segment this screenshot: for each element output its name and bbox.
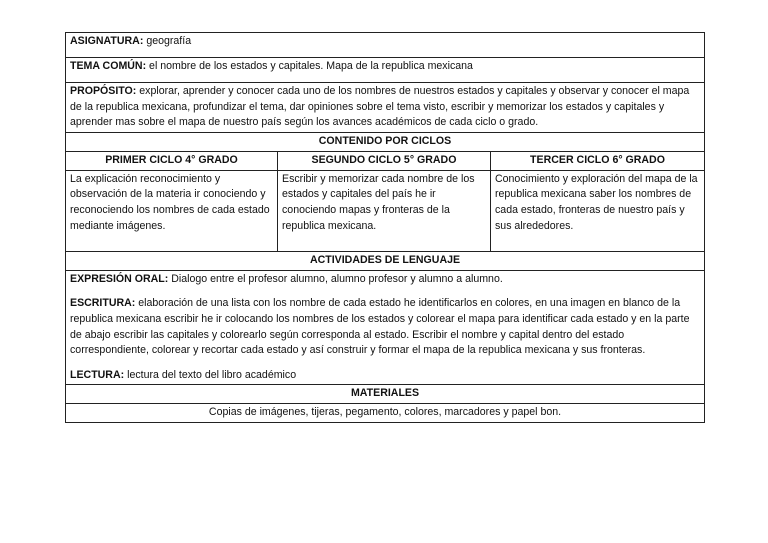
actividades-cell <box>66 270 705 385</box>
ciclos-content-row <box>66 170 705 251</box>
lectura-paragraph <box>70 368 700 384</box>
tema-label: TEMA COMÚN: <box>70 60 147 72</box>
proposito-value: explorar, aprender y conocer cada uno de los nombres de nuestros estados y capitales y observar y conocer el mapa de la republica mexicana, profundizar el tema, dar opiniones sobre el tema visto, escribir y memorizar los estados y capitales y aprender mas sobre el mapa de nuestro país según los avances académicos de cada ciclo o grado. <box>70 85 690 129</box>
actividades-row <box>66 270 705 385</box>
ciclo-1-text: La explicación reconocimiento y observación de la materia ir conociendo y reconociendo los nombres de cada estado mediante imágenes. <box>66 170 278 251</box>
proposito-row <box>66 83 705 133</box>
expresion-oral-label: EXPRESIÓN ORAL: <box>70 272 169 285</box>
ciclo-3-header: TERCER CICLO 6° GRADO <box>491 151 705 170</box>
ciclo-2-header: SEGUNDO CICLO 5° GRADO <box>278 151 491 170</box>
lesson-plan-table <box>65 32 705 423</box>
actividades-title-row <box>66 251 705 270</box>
escritura-value: elaboración de una lista con los nombre de cada estado he identificarlos en colores, en una imagen en blanco de la republica mexicana escribir he ir colocando los nombres de los estados y colorear el mapa para identificar cada estado y en la parte de abajo escribir las capitales y colorearlo según corresponda al estado. Escribir el nombre y capital dentro del estado correspondiente, colorear y recortar cada estado y así construir y formar el mapa de la republica mexicana y sus fronteras. <box>70 297 690 357</box>
proposito-cell <box>66 83 705 133</box>
contenido-title-row <box>66 132 705 151</box>
lectura-value: lectura del texto del libro académico <box>124 368 297 381</box>
ciclo-3-text: Conocimiento y exploración del mapa de la republica mexicana saber los nombres de cada estado, fronteras de nuestro país y sus alrededores. <box>491 170 705 251</box>
contenido-title: CONTENIDO POR CICLOS <box>66 132 705 151</box>
tema-cell <box>66 58 705 83</box>
tema-value: el nombre de los estados y capitales. Mapa de la republica mexicana <box>146 60 473 72</box>
expresion-oral-paragraph <box>70 272 700 288</box>
tema-row <box>66 58 705 83</box>
asignatura-cell <box>66 33 705 58</box>
proposito-label: PROPÓSITO: <box>70 85 137 97</box>
ciclo-1-header: PRIMER CICLO 4° GRADO <box>66 151 278 170</box>
ciclo-2-text: Escribir y memorizar cada nombre de los estados y capitales del país he ir conociendo mapas y fronteras de la republica mexicana. <box>278 170 491 251</box>
escritura-label: ESCRITURA: <box>70 297 136 310</box>
actividades-title: ACTIVIDADES DE LENGUAJE <box>66 251 705 270</box>
materiales-title: MATERIALES <box>66 385 705 404</box>
asignatura-value: geografía <box>143 35 192 47</box>
lectura-label: LECTURA: <box>70 368 125 381</box>
expresion-oral-value: Dialogo entre el profesor alumno, alumno profesor y alumno a alumno. <box>168 272 503 285</box>
asignatura-row <box>66 33 705 58</box>
ciclos-header-row <box>66 151 705 170</box>
escritura-paragraph <box>70 296 700 358</box>
materiales-text: Copias de imágenes, tijeras, pegamento, colores, marcadores y papel bon. <box>66 404 705 423</box>
materiales-row <box>66 404 705 423</box>
asignatura-label: ASIGNATURA: <box>70 35 144 47</box>
materiales-title-row <box>66 385 705 404</box>
